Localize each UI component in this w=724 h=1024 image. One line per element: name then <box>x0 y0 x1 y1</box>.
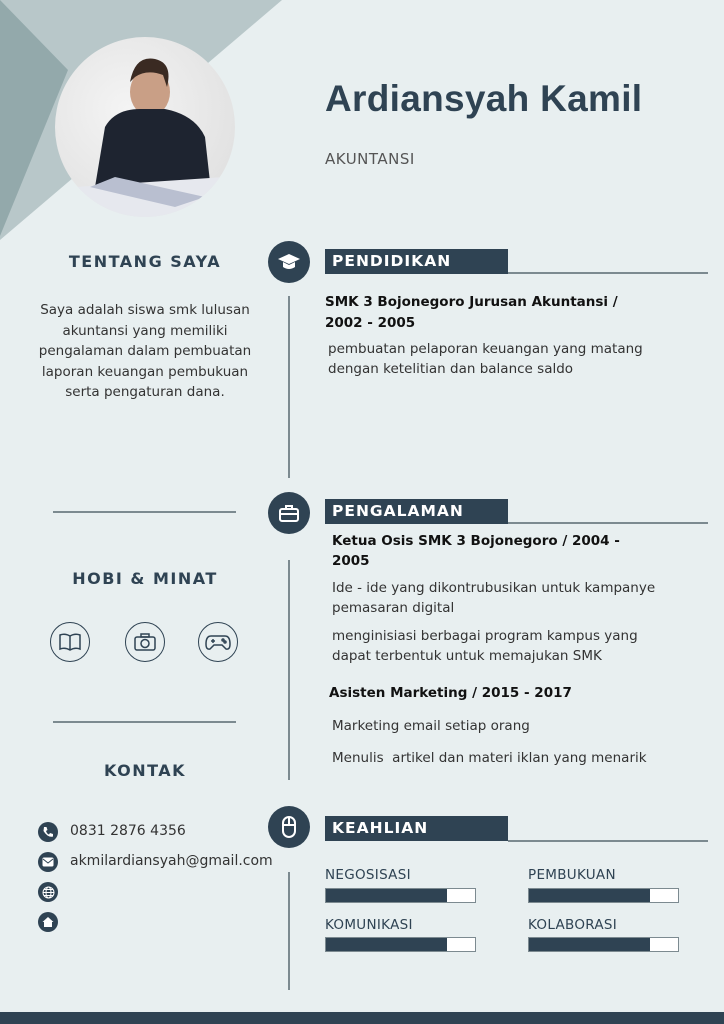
education-years: 2002 - 2005 <box>325 315 416 331</box>
candidate-name: Ardiansyah Kamil <box>325 78 643 119</box>
home-icon <box>38 912 58 932</box>
timeline-line <box>288 872 290 990</box>
hobbies-title: HOBI & MINAT <box>72 569 218 588</box>
skill-label: KOLABORASI <box>528 917 618 933</box>
skill-bar <box>528 937 679 952</box>
skill-bar-fill <box>326 938 447 951</box>
contact-phone: 0831 2876 4356 <box>70 823 186 839</box>
education-desc: dengan ketelitian dan balance saldo <box>328 361 574 377</box>
timeline-line <box>288 296 290 478</box>
education-desc: pembuatan pelaporan keuangan yang matang <box>328 341 643 357</box>
job-years: 2005 <box>332 553 370 569</box>
job-title: Asisten Marketing / 2015 - 2017 <box>329 685 572 701</box>
education-school: SMK 3 Bojonegoro Jurusan Akuntansi / <box>325 294 618 310</box>
contact-email[interactable]: akmilardiansyah@gmail.com <box>70 853 273 869</box>
phone-icon <box>38 822 58 842</box>
job-desc: menginisiasi berbagai program kampus yang dapat terbentuk untuk memajukan SMK <box>332 628 638 664</box>
graduation-cap-icon <box>268 241 310 283</box>
divider <box>53 721 236 723</box>
timeline-line <box>288 560 290 780</box>
briefcase-icon <box>268 492 310 534</box>
divider <box>53 511 236 513</box>
section-rule <box>508 840 708 842</box>
globe-icon <box>38 882 58 902</box>
skills-header: KEAHLIAN <box>325 816 508 841</box>
skill-bar-fill <box>326 889 447 902</box>
education-header: PENDIDIKAN <box>325 249 508 274</box>
gamepad-icon <box>198 622 238 662</box>
about-text: Saya adalah siswa smk lulusan akuntansi yang memiliki pengalaman dalam pembuatan laporan keuangan pembukuan serta pengaturan dana. <box>38 302 252 400</box>
job-desc: Ide - ide yang dikontrubusikan untuk kampanye pemasaran digital <box>332 580 656 616</box>
skill-label: KOMUNIKASI <box>325 917 413 933</box>
job-desc: Marketing email setiap orang <box>332 718 530 734</box>
experience-header: PENGALAMAN <box>325 499 508 524</box>
contact-title: KONTAK <box>103 761 187 780</box>
skill-bar <box>325 937 476 952</box>
skill-bar <box>325 888 476 903</box>
section-rule <box>508 272 708 274</box>
book-icon <box>50 622 90 662</box>
job-desc: Menulis artikel dan materi iklan yang menarik <box>332 750 647 766</box>
candidate-role: AKUNTANSI <box>325 150 415 168</box>
section-rule <box>508 522 708 524</box>
about-title: TENTANG SAYA <box>68 252 222 271</box>
profile-photo <box>55 37 235 217</box>
job-title: Ketua Osis SMK 3 Bojonegoro / 2004 - <box>332 533 620 549</box>
mouse-icon <box>268 806 310 848</box>
skill-bar-fill <box>529 889 650 902</box>
skill-bar-fill <box>529 938 650 951</box>
skill-bar <box>528 888 679 903</box>
skill-label: PEMBUKUAN <box>528 867 616 883</box>
email-icon <box>38 852 58 872</box>
camera-icon <box>125 622 165 662</box>
skill-label: NEGOSISASI <box>325 867 411 883</box>
footer-bar <box>0 1012 724 1024</box>
